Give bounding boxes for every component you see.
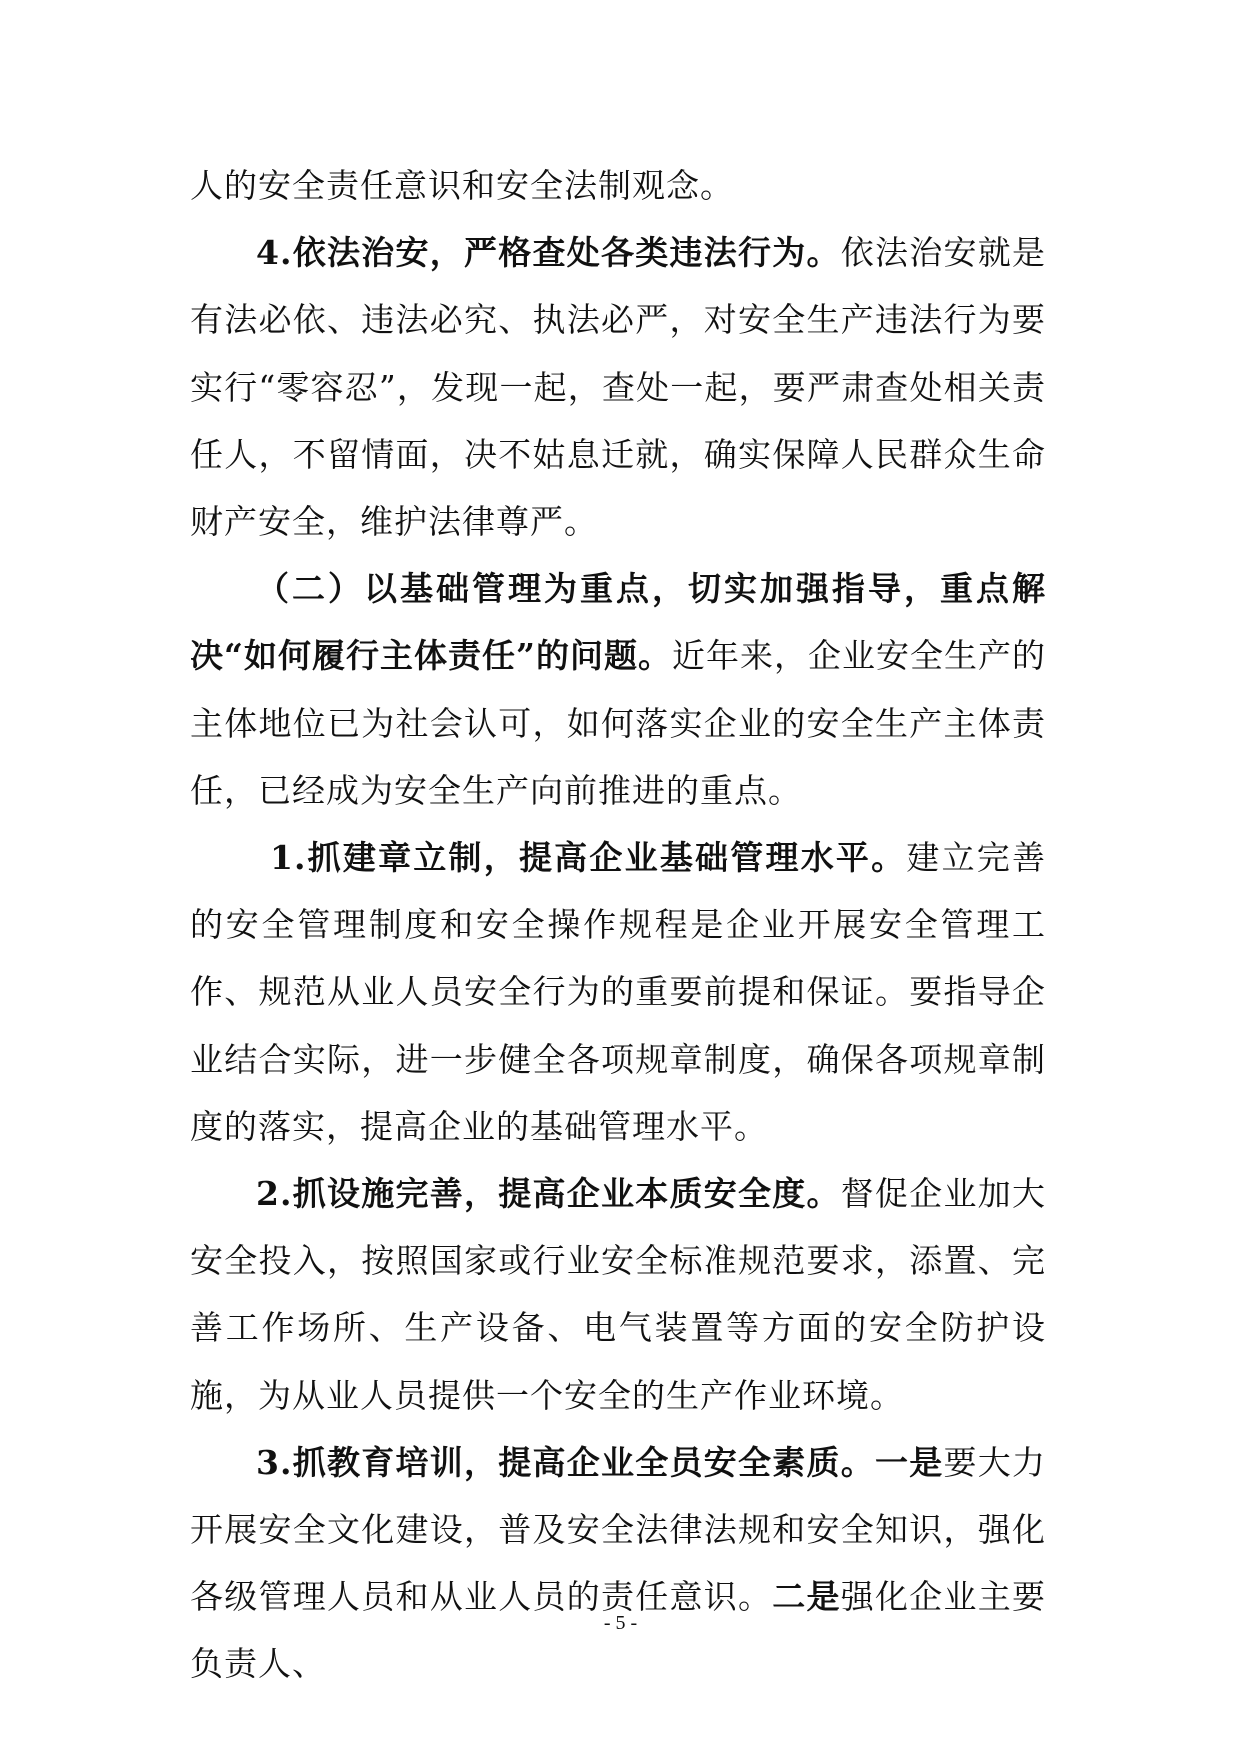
paragraph-6 <box>190 1429 1046 1698</box>
paragraph-5 <box>190 1160 1046 1429</box>
paragraph-text: 督促企业加大安全投入，按照国家或行业安全标准规范要求，添置、完善工作场所、生产设备、电气装置等方面的安全防护设施，为从业人员提供一个安全的生产作业环境。 <box>190 1174 1047 1415</box>
paragraph-text: 依法治安就是有法必依、违法必究、执法必严，对安全生产违法行为要实行“零容忍”，发现一起，查处一起，要严肃查处相关责任人，不留情面，决不姑息迁就，确实保障人民群众生命财产安全，维护法律尊严。 <box>190 233 1047 542</box>
body-text <box>190 152 1046 1698</box>
paragraph-heading: 3.抓教育培训，提高企业全员安全素质。 <box>256 1442 875 1482</box>
paragraph-heading: 1.抓建章立制，提高企业基础管理水平。 <box>270 838 907 878</box>
paragraph-text: 建立完善的安全管理制度和安全操作规程是企业开展安全管理工作、规范从业人员安全行为的重要前提和保证。要指导企业结合实际，进一步健全各项规章制度，确保各项规章制度的落实，提高企业的基础管理水平。 <box>190 838 1047 1146</box>
paragraph-heading: 2.抓设施完善，提高企业本质安全度。 <box>256 1174 841 1214</box>
enumeration-marker: 二是 <box>772 1577 841 1617</box>
paragraph-heading: 4.依法治安，严格查处各类违法行为。 <box>256 233 841 273</box>
paragraph-text: 人的安全责任意识和安全法制观念。 <box>190 166 734 205</box>
section-heading: （二）以基础管理为重点，切实加强指导，重点解决“如何履行主体责任”的问题。 <box>190 569 1046 676</box>
paragraph-3 <box>190 555 1046 824</box>
paragraph-4 <box>190 824 1046 1160</box>
paragraph-1 <box>190 152 1046 219</box>
enumeration-marker: 一是 <box>875 1442 944 1482</box>
page-number: - 5 - <box>603 1612 638 1634</box>
paragraph-2 <box>190 219 1046 555</box>
paragraph-text: 近年来，企业安全生产的主体地位已为社会认可，如何落实企业的安全生产主体责任，已经成为安全生产向前推进的重点。 <box>190 636 1046 810</box>
paragraph-text: 强化企业主要负责人、 <box>190 1577 1046 1684</box>
paragraph-text: 要大力开展安全文化建设，普及安全法律法规和安全知识，强化各级管理人员和从业人员的责任意识。 <box>190 1442 1047 1617</box>
